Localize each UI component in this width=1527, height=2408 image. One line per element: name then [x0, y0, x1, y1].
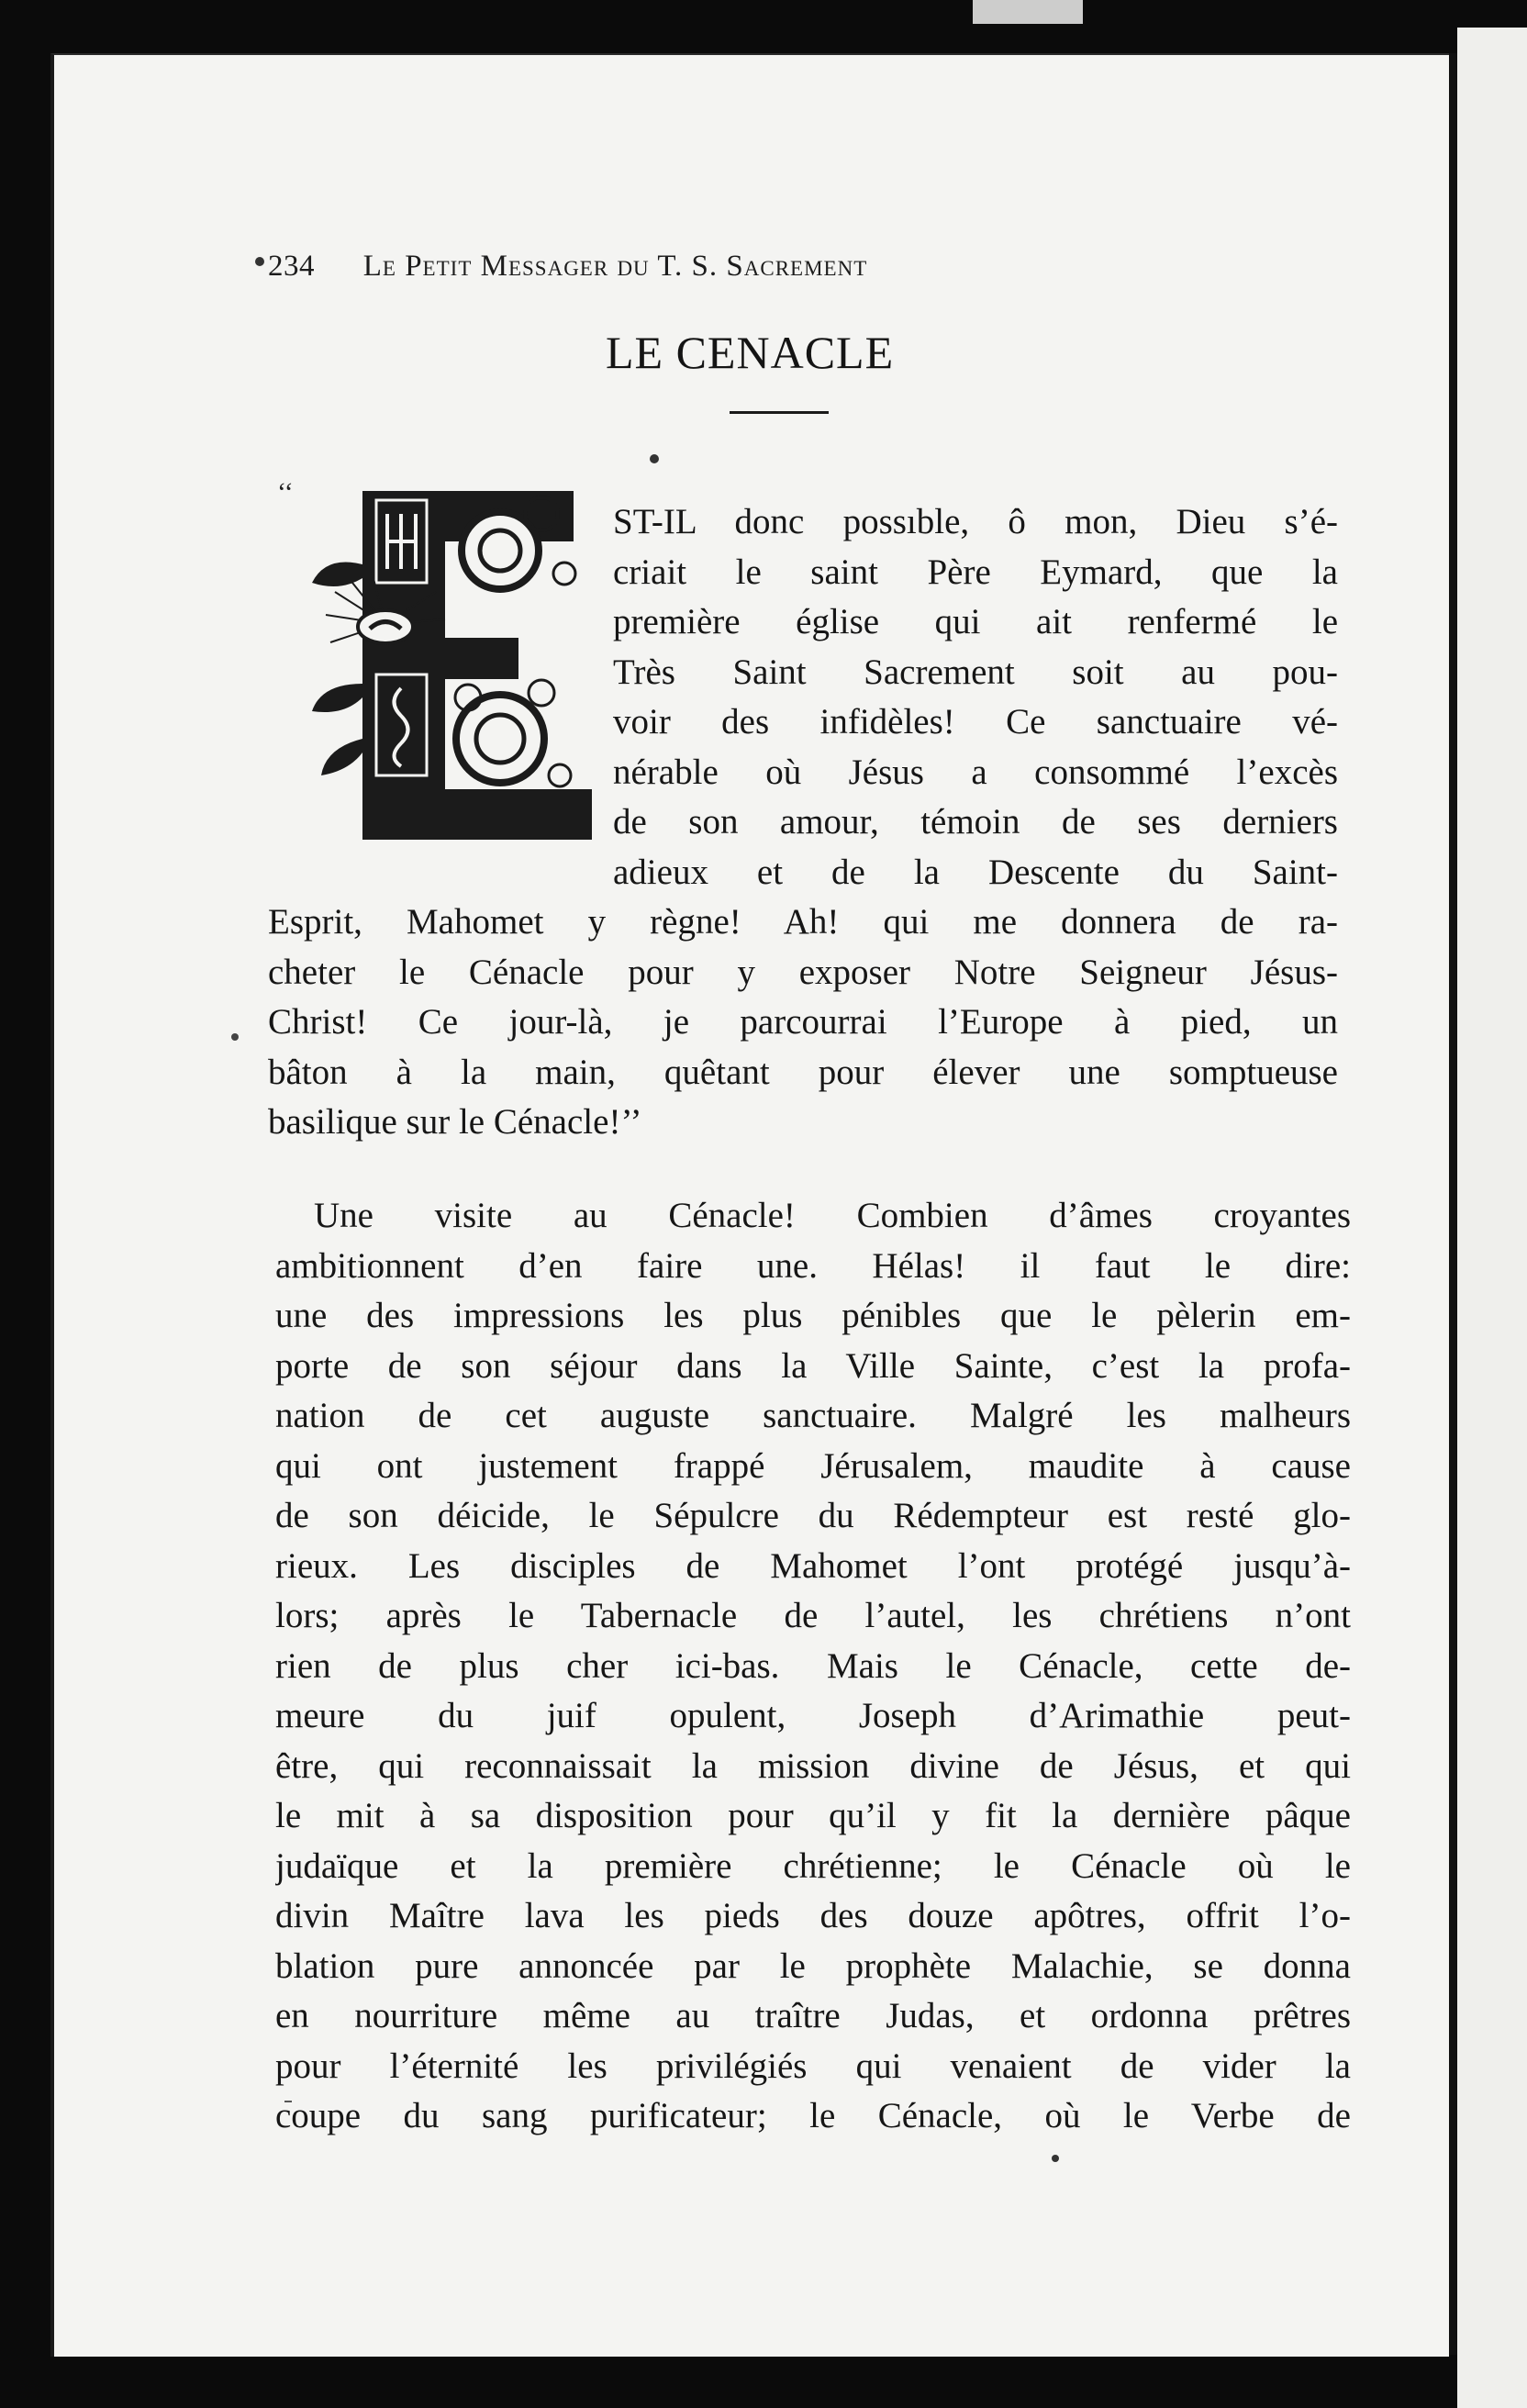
text-line: rieux. Les disciples de Mahomet l’ont protégé jusqu’à- — [275, 1545, 1351, 1586]
text-line: le mit à sa disposition pour qu’il y fit la dernière pâque — [275, 1796, 1351, 1835]
text-line: voir des infidèles! Ce sanctuaire vé- — [613, 702, 1338, 741]
text-line: Esprit, Mahomet y règne! Ah! qui me donnera de ra- — [268, 902, 1338, 942]
text-line: pour l’éternité les privilégiés qui venaient de vider la — [275, 2046, 1351, 2086]
text-line: lors; après le Tabernacle de l’autel, les chrétiens n’ont — [275, 1596, 1351, 1635]
text-line: coupe du sang purificateur; le Cénacle, où le Verbe de — [275, 2096, 1351, 2135]
title-rule — [730, 411, 829, 414]
text-line: porte de son séjour dans la Ville Sainte, c’est la profa- — [275, 1345, 1351, 1386]
text-line: une des impressions les plus pénibles que le pèlerin em- — [275, 1296, 1351, 1335]
text-line: de son déicide, le Sépulcre du Rédempteur est resté glo- — [275, 1496, 1351, 1535]
text-line: de son amour, témoin de ses derniers — [613, 802, 1338, 842]
text-line: nérable où Jésus a consommé l’excès — [613, 752, 1338, 792]
paragraph-2 — [275, 1191, 1351, 2142]
text-line: blation pure annoncée par le prophète Malachie, se donna — [275, 1945, 1351, 1986]
text-line: criait le saint Père Eymard, que la — [613, 552, 1338, 592]
text-line: basilique sur le Cénacle!’’ — [268, 1102, 642, 1142]
text-line: rien de plus cher ici-bas. Mais le Cénacle, cette de- — [275, 1645, 1351, 1686]
text-line: bâton à la main, quêtant pour élever une somptueuse — [268, 1052, 1338, 1092]
text-line: en nourriture même au traître Judas, et ordonna prêtres — [275, 1996, 1351, 2035]
text-line: qui ont justement frappé Jérusalem, maudite à cause — [275, 1445, 1351, 1486]
text-line: divin Maître lava les pieds des douze apôtres, offrit l’o- — [275, 1896, 1351, 1935]
text-line: adieux et de la Descente du Saint- — [613, 852, 1338, 892]
text-line: être, qui reconnaissait la mission divine de Jésus, et qui — [275, 1745, 1351, 1786]
next-page-edge — [1457, 28, 1527, 2408]
text-line: nation de cet auguste sanctuaire. Malgré les malheurs — [275, 1396, 1351, 1435]
open-quote-mark: ‘‘ — [277, 477, 294, 507]
paragraph-1 — [268, 897, 1338, 1148]
page-number: 234 — [268, 250, 315, 283]
text-line: judaïque et la première chrétienne; le Cénacle où le — [275, 1845, 1351, 1886]
running-head-title: Le Petit Messager du T. S. Sacrement — [362, 250, 868, 283]
text-line: ST-IL donc possıble, ô mon, Dieu s’é- — [613, 502, 1338, 541]
ornamental-dropcap-e-icon — [298, 463, 601, 863]
text-line: première église qui ait renfermé le — [613, 602, 1338, 641]
text-line: meure du juif opulent, Joseph d’Arimathie peut- — [275, 1696, 1351, 1735]
dropcap-adjacent-text — [613, 497, 1338, 897]
text-line: Très Saint Sacrement soit au pou- — [613, 652, 1338, 692]
text-line: cheter le Cénacle pour y exposer Notre Seigneur Jésus- — [268, 952, 1338, 992]
text-line: Une visite au Cénacle! Combien d’âmes croyantes — [314, 1196, 1351, 1235]
text-line: ambitionnent d’en faire une. Hélas! il faut le dire: — [275, 1245, 1351, 1286]
running-head — [268, 250, 1186, 284]
text-line: Christ! Ce jour-là, je parcourrai l’Europe à pied, un — [268, 1002, 1338, 1042]
article-title: LE CENACLE — [606, 327, 895, 378]
